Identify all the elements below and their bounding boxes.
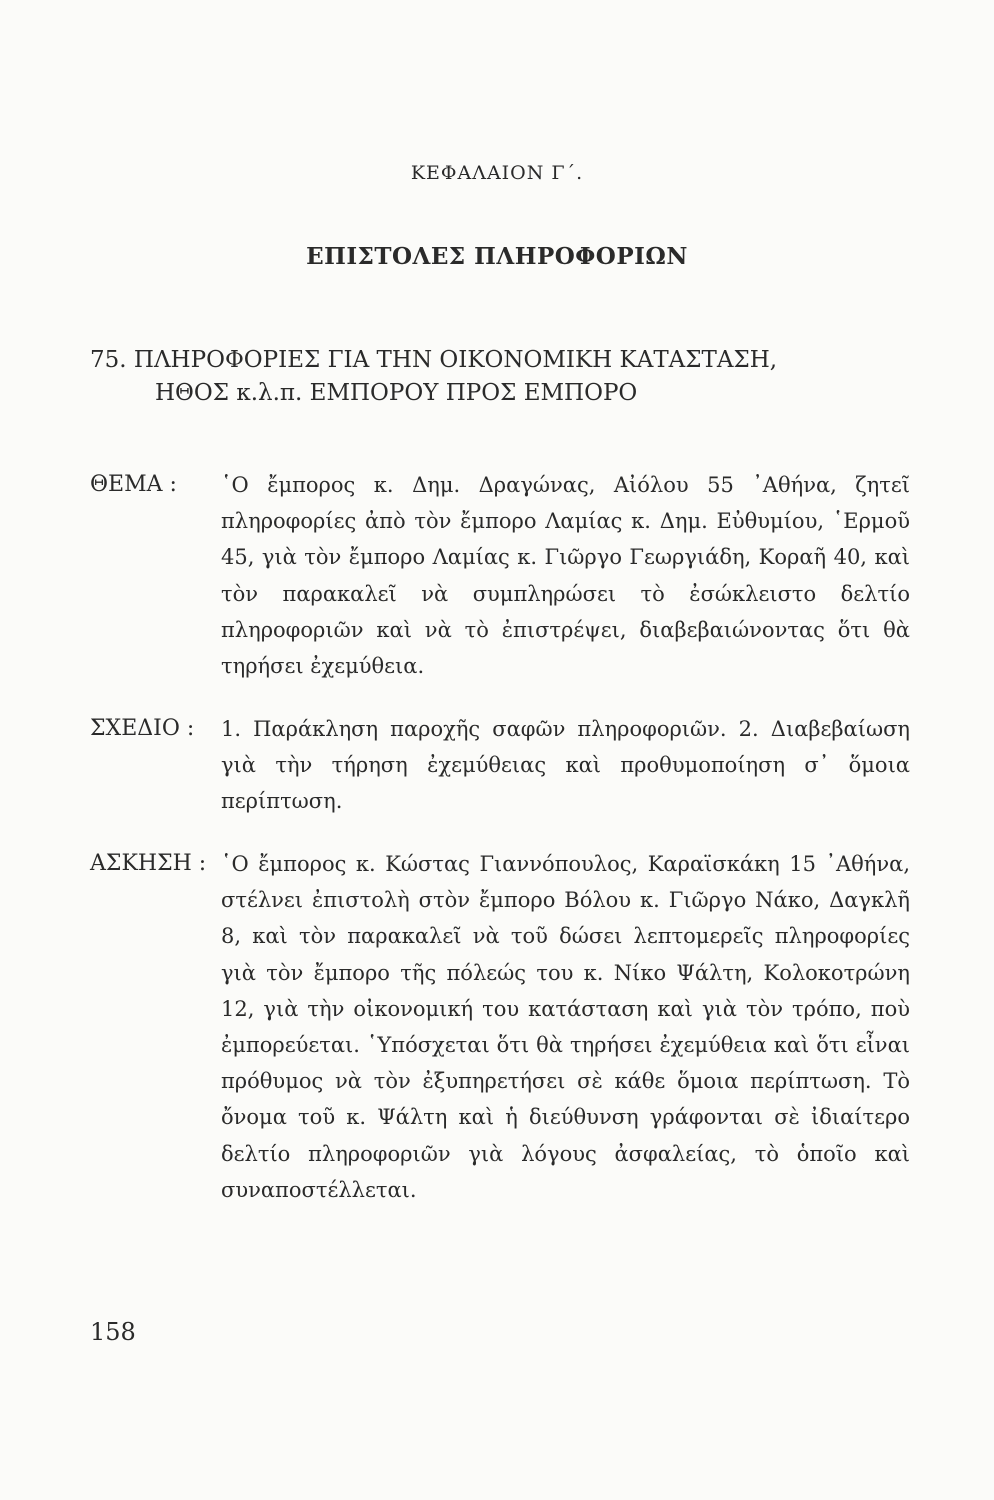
section-text: ῾Ο ἔμπορος κ. Κώστας Γιαννόπουλος, Καραϊσκάκη 15 ᾿Αθήνα, στέλνει ἐπιστολὴ στὸν ἔμπορο Βόλου κ. Γιῶργο Νάκο, Δαγκλῆ 8, καὶ τὸν παρακαλεῖ νὰ τοῦ δώσει λεπτομερεῖς πληροφορίες γιὰ τὸν ἔμπορο τῆς πόλεώς του κ. Νίκο Ψάλτη, Κολοκοτρώνη 12, γιὰ τὴν οἰκονομική του κατάσταση καὶ γιὰ τὸν τρόπο, ποὺ ἐμπορεύεται. ῾Υπόσχεται ὅτι θὰ τηρήσει ἐχεμύθεια καὶ ὅτι εἶναι πρόθυμος νὰ τὸν ἐξυπηρετήσει σὲ κάθε ὅμοια περίπτωση. Τὸ ὄνομα τοῦ κ. Ψάλτη καὶ ἡ διεύθυνση γράφονται σὲ ἰδιαίτερο δελτίο πληροφοριῶν γιὰ λόγους ἀσφαλείας, τὸ ὁποῖο καὶ συναποστέλλεται. [221, 852, 910, 1202]
exercise-heading-line-2: ΗΘΟΣ κ.λ.π. ΕΜΠΟΡΟΥ ΠΡΟΣ ΕΜΠΟΡΟ [155, 380, 638, 406]
section-askisi [90, 846, 910, 1226]
section-text: ῾Ο ἔμπορος κ. Δημ. Δραγώνας, Αἰόλου 55 ᾿Αθήνα, ζητεῖ πληροφορίες ἀπὸ τὸν ἔμπορο Λαμίας κ. Δημ. Εὐθυμίου, ῾Ερμοῦ 45, γιὰ τὸν ἔμπορο Λαμίας κ. Γιῶργο Γεωργιάδη, Κοραῆ 40, καὶ τὸν παρακαλεῖ νὰ συμπληρώσει τὸ ἐσώκλειστο δελτίο πληροφοριῶν καὶ νὰ τὸ ἐπιστρέψει, διαβεβαιώνοντας ὅτι θὰ τηρήσει ἐχεμύθεια. [221, 473, 910, 679]
chapter-heading: ΚΕΦΑΛΑΙΟΝ Γ΄. [410, 162, 584, 184]
chapter-title: ΕΠΙΣΤΟΛΕΣ ΠΛΗΡΟΦΟΡΙΩΝ [306, 243, 688, 270]
exercise-heading-line-1: 75. ΠΛΗΡΟΦΟΡΙΕΣ ΓΙΑ ΤΗΝ ΟΙΚΟΝΟΜΙΚΗ ΚΑΤΑΣΤΑΣΗ, [90, 347, 778, 373]
section-label: ΑΣΚΗΣΗ : [90, 851, 207, 876]
section-label: ΘΕΜΑ : [90, 472, 177, 497]
page-number: 158 [90, 1318, 136, 1346]
section-schedio [90, 711, 910, 821]
exercise-heading [90, 344, 905, 410]
section-text: 1. Παράκληση παροχῆς σαφῶν πληροφοριῶν. 2. Διαβεβαίωση γιὰ τὴν τήρηση ἐχεμύθειας καὶ προθυμοποίηση σ᾿ ὅμοια περίπτωση. [221, 717, 910, 814]
section-label: ΣΧΕΔΙΟ : [90, 716, 195, 741]
section-thema [90, 467, 910, 687]
